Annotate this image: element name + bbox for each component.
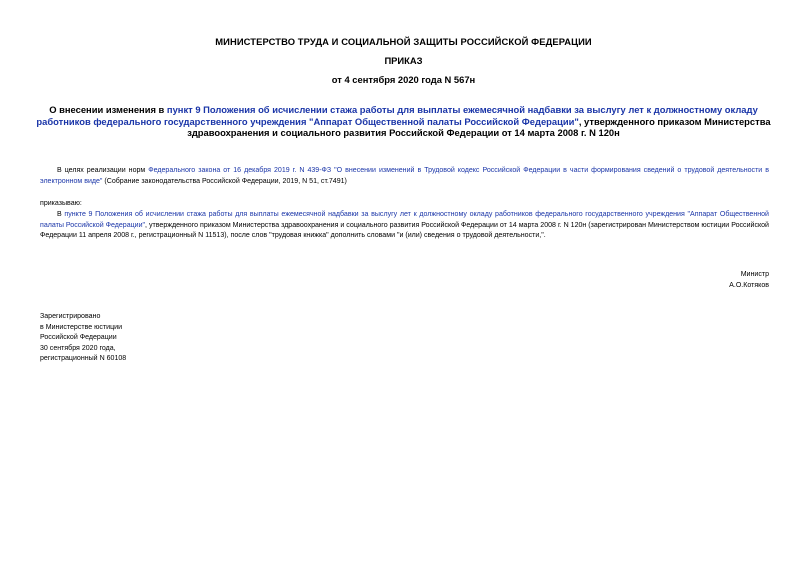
registration-block [40, 312, 126, 365]
document-date-number: от 4 сентября 2020 года N 567н [331, 74, 476, 85]
signatory-position: Министр [740, 271, 769, 278]
amendment-prefix: В [57, 211, 65, 218]
title-suffix: , утвержденного приказом Министерства здравоохранения и социального развития Российской Федерации от 14 марта 2008 г. N 120н [187, 115, 771, 138]
preamble-suffix: (Собрание законодательства Российской Федерации, 2019, N 51, ст.7491) [102, 177, 347, 185]
federal-law-link[interactable]: Федерального закона от 16 декабря 2019 г. N 439-ФЗ "О внесении изменений в Трудовой кодекс Российской Федерации в части формирования сведений о трудовой деятельности в электронном виде" [40, 167, 769, 185]
title-prefix: О внесении изменения в [49, 104, 167, 115]
signature-block [729, 270, 769, 291]
orders-word: приказываю: [40, 200, 82, 207]
signatory-name: А.О.Котяков [729, 281, 769, 289]
document-type: ПРИКАЗ [384, 55, 423, 66]
registration-line: регистрационный N 60108 [40, 355, 127, 362]
preamble-paragraph [40, 166, 769, 187]
title-link[interactable]: пункт 9 Положения об исчислении стажа работы для выплаты ежемесячной надбавки за выслугу лет к должностному окладу работников федерального государственного учреждения "Аппарат Общественной палаты Российской Федерации" [36, 104, 758, 127]
regulation-point-link[interactable]: пункте 9 Положения об исчислении стажа работы для выплаты ежемесячной надбавки за выслугу лет к должностному окладу работников федерального государственного учреждения "Аппарат Общественной палаты Российской Федерации" [40, 211, 769, 229]
amendment-paragraph [40, 210, 769, 242]
registration-line: в Министерстве юстиции [40, 323, 123, 331]
ministry-name: МИНИСТЕРСТВО ТРУДА И СОЦИАЛЬНОЙ ЗАЩИТЫ РОССИЙСКОЙ ФЕДЕРАЦИИ [215, 36, 592, 47]
registration-line: Российской Федерации [40, 334, 117, 341]
registration-line: 30 сентября 2020 года, [40, 344, 116, 352]
preamble-prefix: В целях реализации норм [57, 167, 149, 174]
document-title [30, 104, 777, 139]
amendment-suffix: , утвержденного приказом Министерства здравоохранения и социального развития Российской Федерации от 14 марта 2008 г. N 120н (зарегистрирован Министерством юстиции Российской Федерации 11 апреля 2008 г., регистрационный N 11513), после слов "трудовая книжка" дополнить словами "и (или) сведения о трудовой деятельности,". [40, 221, 769, 239]
registration-line: Зарегистрировано [40, 313, 101, 320]
